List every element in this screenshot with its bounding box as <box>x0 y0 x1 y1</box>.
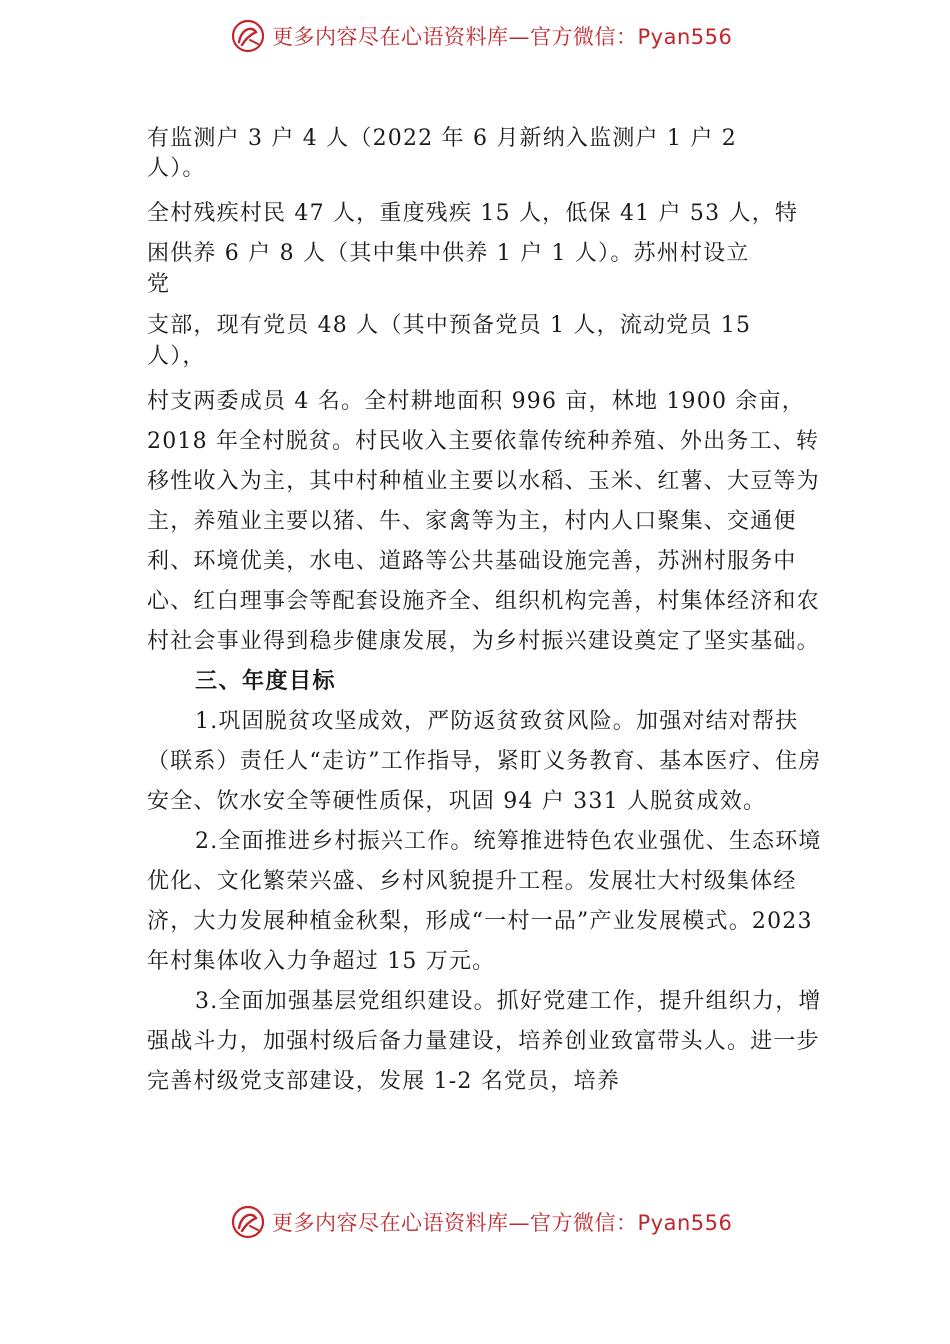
body-line: 困供养 6 户 8 人（其中集中供养 1 户 1 人）。苏州村设立 <box>147 241 750 266</box>
body-line: 党 <box>147 272 171 297</box>
signature-seal-logo-icon <box>230 1204 266 1240</box>
body-line: 支部，现有党员 48 人（其中预备党员 1 人，流动党员 15 <box>147 313 752 338</box>
body-line: 人）， <box>147 344 206 369</box>
body-line: 全村残疾村民 47 人，重度残疾 15 人，低保 41 户 53 人，特 <box>147 201 799 226</box>
watermark-text: 更多内容尽在心语资料库—官方微信：Pyan556 <box>272 1211 733 1235</box>
goal-item-1: 1.巩固脱贫攻坚成效，严防返贫致贫风险。加强对结对帮扶（联系）责任人“走访”工作指导，紧盯义务教育、基本医疗、住房安全、饮水安全等硬性质保，巩固 94 户 331 人脱贫成效。 <box>147 709 822 814</box>
body-paragraph: 村支两委成员 4 名。全村耕地面积 996 亩，林地 1900 余亩，2018 年全村脱贫。村民收入主要依靠传统种养殖、外出务工、转移性收入为主，其中村种植业主要以水稻、玉米、红薯、大豆等为主，养殖业主要以猪、牛、家禽等为主，村内人口聚集、交通便利、环境优美，水电、道路等公共基础设施完善，苏洲村服务中心、红白理事会等配套设施齐全、组织机构完善，村集体经济和农村社会事业得到稳步健康发展，为乡村振兴建设奠定了坚实基础。 <box>147 389 820 654</box>
document-body <box>147 124 837 1102</box>
section-heading: 三、年度目标 <box>195 669 337 694</box>
watermark-banner-top <box>230 14 750 58</box>
goal-item-3: 3.全面加强基层党组织建设。抓好党建工作，提升组织力，增强战斗力，加强村级后备力量建设，培养创业致富带头人。进一步完善村级党支部建设，发展 1-2 名党员，培养 <box>147 989 822 1094</box>
watermark-text: 更多内容尽在心语资料库—官方微信：Pyan556 <box>272 25 733 49</box>
watermark-banner-bottom <box>230 1200 750 1244</box>
signature-seal-logo-icon <box>230 18 266 54</box>
body-line: 有监测户 3 户 4 人（2022 年 6 月新纳入监测户 1 户 2 <box>147 126 737 151</box>
body-line: 人）。 <box>147 156 206 181</box>
goal-item-2: 2.全面推进乡村振兴工作。统筹推进特色农业强优、生态环境优化、文化繁荣兴盛、乡村风貌提升工程。发展壮大村级集体经济，大力发展种植金秋梨，形成“一村一品”产业发展模式。2023 年村集体收入力争超过 15 万元。 <box>147 829 822 974</box>
